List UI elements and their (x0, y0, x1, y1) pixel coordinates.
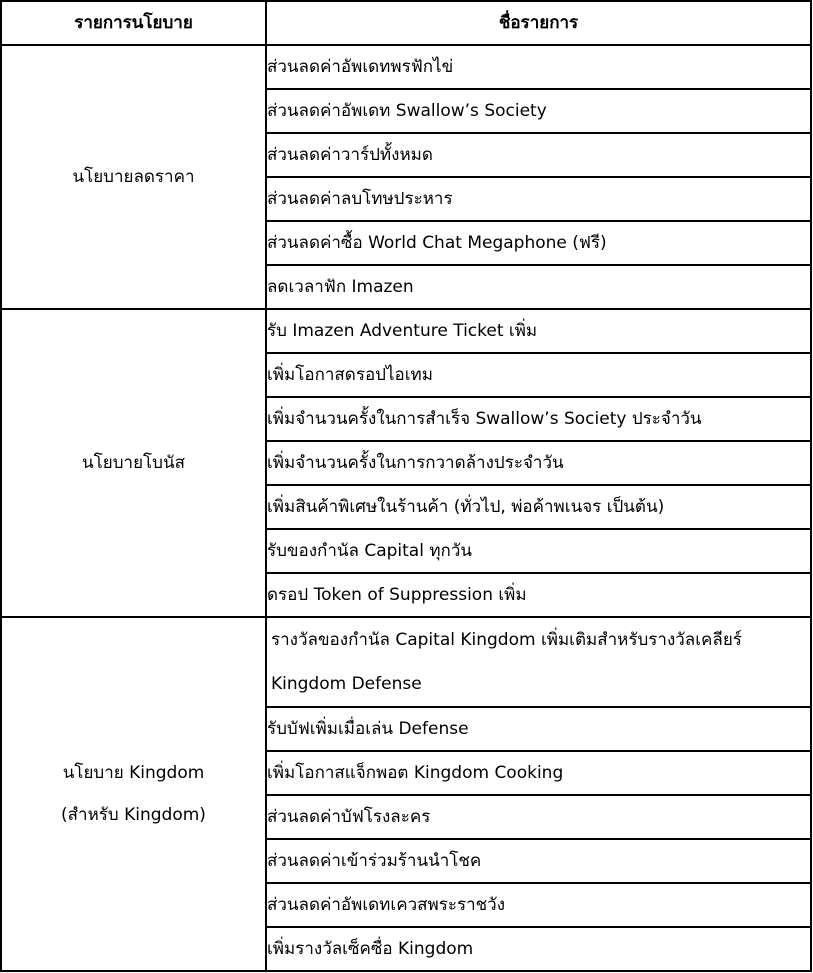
category-bonus-policy: นโยบายโบนัส (1, 309, 266, 617)
category-kingdom-policy: นโยบาย Kingdom (สำหรับ Kingdom) (1, 617, 266, 971)
list-item: เพิ่มรางวัลเซ็คซื่อ Kingdom (266, 927, 811, 971)
list-item: ส่วนลดค่าเข้าร่วมร้านนำโชค (266, 839, 811, 883)
list-item: ส่วนลดค่าอัพเดทพรฟักไข่ (266, 45, 811, 89)
list-item: ลดเวลาฟัก Imazen (266, 265, 811, 309)
list-item: รับของกำนัล Capital ทุกวัน (266, 529, 811, 573)
list-item: เพิ่มโอกาสแจ็กพอต Kingdom Cooking (266, 751, 811, 795)
list-item: เพิ่มโอกาสดรอปไอเทม (266, 353, 811, 397)
list-item: รางวัลของกำนัล Capital Kingdom เพิ่มเติมสำหรับรางวัลเคลียร์ Kingdom Defense (266, 617, 811, 707)
list-item: เพิ่มจำนวนครั้งในการกวาดล้างประจำวัน (266, 441, 811, 485)
list-item: ส่วนลดค่าวาร์ปทั้งหมด (266, 133, 811, 177)
list-item: รับบัฟเพิ่มเมื่อเล่น Defense (266, 707, 811, 751)
table-row (1, 309, 811, 353)
list-item: ส่วนลดค่าบัฟโรงละคร (266, 795, 811, 839)
list-item: ส่วนลดค่าอัพเดทเควสพระราชวัง (266, 883, 811, 927)
category-discount-policy: นโยบายลดราคา (1, 45, 266, 309)
list-item: ส่วนลดค่าลบโทษประหาร (266, 177, 811, 221)
list-item: ส่วนลดค่าซื้อ World Chat Megaphone (ฟรี) (266, 221, 811, 265)
header-item-name: ชื่อรายการ (266, 1, 811, 45)
list-item: รับ Imazen Adventure Ticket เพิ่ม (266, 309, 811, 353)
table-row (1, 45, 811, 89)
table-row (1, 617, 811, 707)
list-item: เพิ่มสินค้าพิเศษในร้านค้า (ทั่วไป, พ่อค้าพเนจร เป็นต้น) (266, 485, 811, 529)
list-item: เพิ่มจำนวนครั้งในการสำเร็จ Swallow’s Society ประจำวัน (266, 397, 811, 441)
header-row (1, 1, 811, 45)
list-item: ส่วนลดค่าอัพเดท Swallow’s Society (266, 89, 811, 133)
header-policy-list: รายการนโยบาย (1, 1, 266, 45)
list-item: ดรอป Token of Suppression เพิ่ม (266, 573, 811, 617)
